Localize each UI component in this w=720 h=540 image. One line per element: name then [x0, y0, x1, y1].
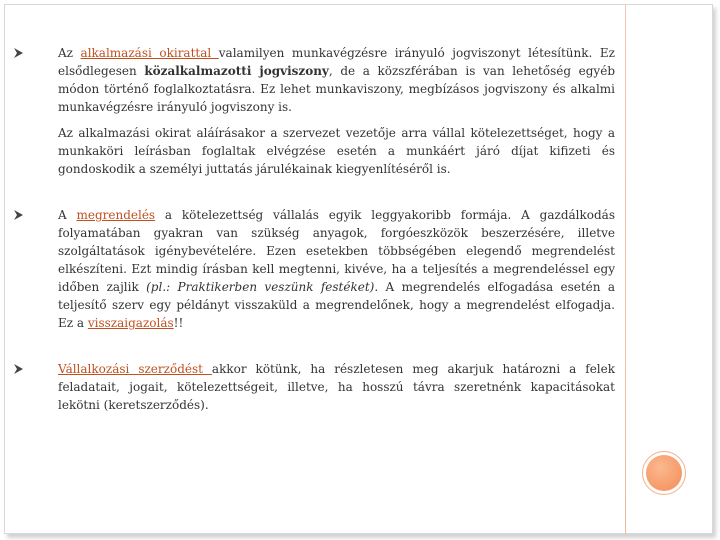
link-megrendeles[interactable]: megrendelés	[76, 208, 156, 222]
text: akkor kötünk, ha részletesen meg akarjuk határozni a felek feladatait, jogait, kötelezettségeit, illetve, ha hosszú távra szeretnénk kapacitásokat lekötni (keretszerződés).	[58, 362, 616, 412]
text: a kötelezettség vállalás egyik leggyakoribb formája. A gazdálkodás folyamatában gyakran van szükség anyagok, forgóeszközök beszerzésére, illetve szolgáltatások igénybevételére. Ezen esetekben többségében elegendő megrendelést elkészíteni. Ezt mindig írásban kell megtenni, kivéve, ha a teljesítés a megrendeléssel egy időben zajlik	[58, 208, 615, 294]
paragraph-alkalmazasi-okirat	[58, 44, 615, 116]
bullet-item-vallalkozasi-szerzodes	[58, 360, 615, 414]
paragraph-megrendeles	[58, 206, 615, 332]
text: Az	[58, 46, 81, 60]
text: , de a közszférában is van lehetőség egyéb módon történő foglalkoztatásra. Ez lehet munkaviszony, megbízásos jogviszony és alkalmi munkavégzésre irányuló jogviszony is.	[58, 64, 615, 114]
bullet-item-megrendeles	[58, 206, 615, 332]
paragraph-vallalkozasi-szerzodes	[58, 360, 615, 414]
text: valamilyen munkavégzésre irányuló jogviszonyt létesítünk. Ez elsődlegesen	[58, 46, 615, 78]
bullet-item-alkalmazasi-okirat	[58, 44, 615, 178]
decorative-circle	[646, 455, 682, 491]
text: !!	[173, 316, 184, 330]
arrow-bullet-icon	[14, 206, 28, 224]
paragraph-okirat-alairas: Az alkalmazási okirat aláírásakor a szervezet vezetője arra vállal kötelezettséget, hogy a munkaköri leírásban foglaltak elvégzése esetén a munkáért járó díjat kifizeti és gondoskodik a személyi juttatás járulékainak kiegyenlítéséről is.	[58, 126, 615, 176]
italic-example: (pl.: Praktikerben veszünk festéket)	[146, 280, 375, 294]
slide-content	[58, 44, 615, 414]
arrow-bullet-icon	[14, 44, 28, 62]
arrow-bullet-icon	[14, 360, 28, 378]
link-vallalkozasi[interactable]: Vállalkozási	[58, 362, 139, 376]
link-alkalmazasi-okirat[interactable]: alkalmazási okirattal	[80, 46, 219, 60]
link-szerzodest[interactable]: szerződést	[138, 362, 212, 376]
link-visszaigazolas[interactable]: visszaigazolás	[87, 316, 174, 330]
bold-term: közalkalmazotti jogviszony	[144, 64, 329, 78]
vertical-divider	[625, 4, 626, 534]
text: A	[58, 208, 77, 222]
text: . A megrendelés elfogadása esetén a teljesítő szerv egy példányt visszaküld a megrendelőnek, hogy a megrendelést elfogadja. Ez a	[58, 280, 616, 330]
